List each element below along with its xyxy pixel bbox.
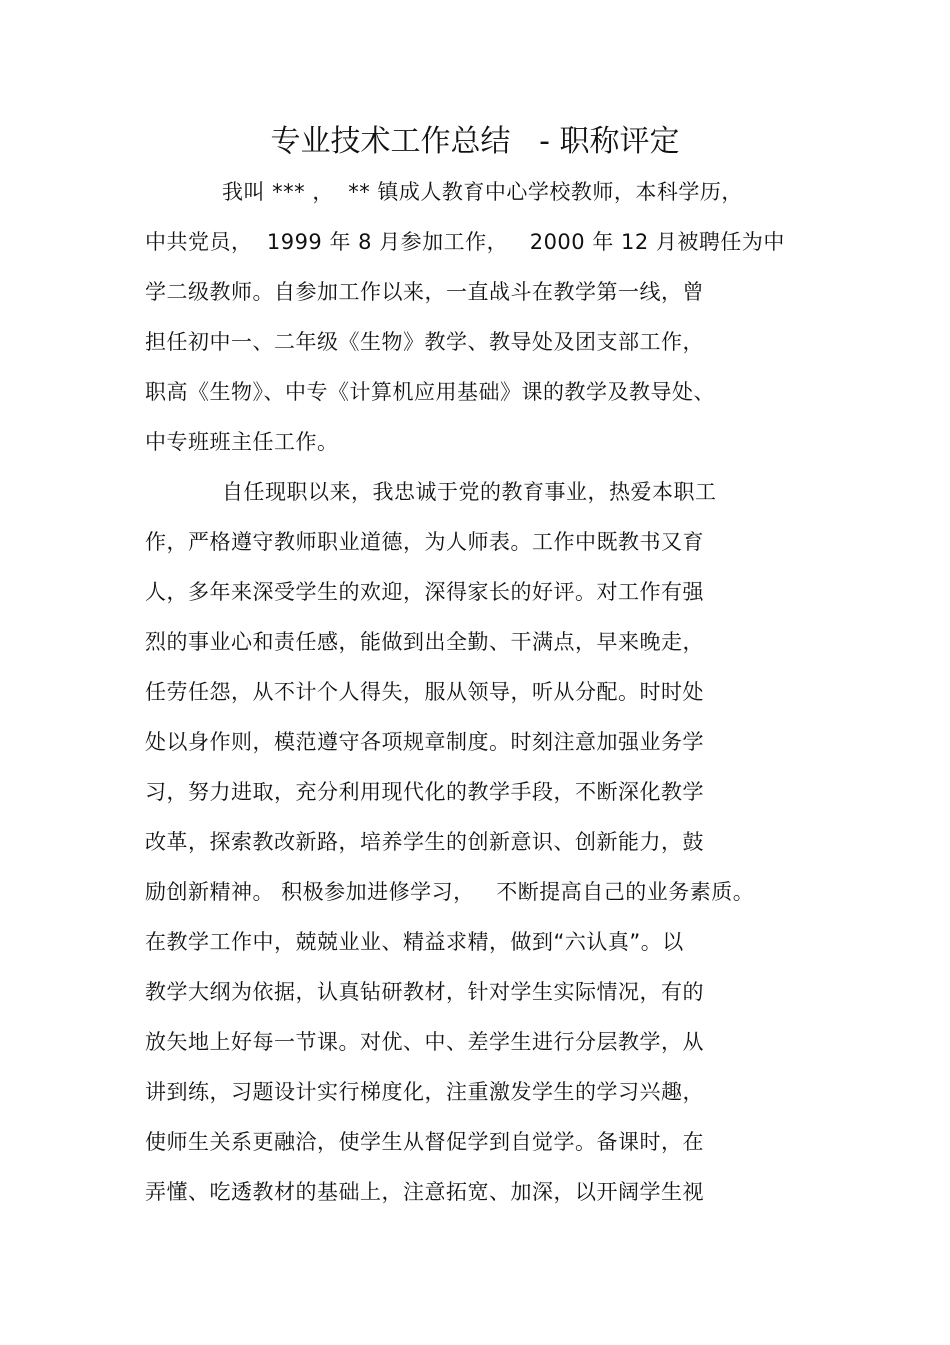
paragraph-2-line-6: 处以身作则，模范遵守各项规章制度。时刻注意加强业务学 (145, 730, 704, 754)
paragraph-1-line-5: 职高《生物》、中专《计算机应用基础》课的教学及教导处、 (145, 380, 715, 404)
paragraph-2-line-10: 在教学工作中，兢兢业业、精益求精，做到“六认真”。以 (145, 930, 684, 954)
paragraph-1-line-2: 中共党员， 1999 年 8 月参加工作， 2000 年 12 月被聘任为中 (145, 230, 785, 254)
paragraph-2-line-13: 讲到练，习题设计实行梯度化，注重激发学生的学习兴趣， (145, 1080, 704, 1104)
paragraph-1-line-1: 我叫 *** ， ** 镇成人教育中心学校教师，本科学历， (222, 180, 743, 204)
paragraph-1-line-3: 学二级教师。自参加工作以来，一直战斗在教学第一线，曾 (145, 280, 704, 304)
paragraph-2-line-5: 任劳任怨，从不计个人得失，服从领导，听从分配。时时处 (145, 680, 704, 704)
paragraph-2-line-11: 教学大纲为依据，认真钻研教材，针对学生实际情况，有的 (145, 980, 704, 1004)
paragraph-1-line-6: 中专班班主任工作。 (145, 430, 339, 454)
paragraph-2-line-4: 烈的事业心和责任感，能做到出全勤、干满点，早来晚走， (145, 630, 704, 654)
paragraph-2-line-8: 改革，探索教改新路，培养学生的创新意识、创新能力，鼓 (145, 830, 704, 854)
paragraph-2-line-7: 习，努力进取，充分利用现代化的教学手段，不断深化教学 (145, 780, 704, 804)
paragraph-2-line-1: 自任现职以来，我忠诚于党的教育事业，热爱本职工 (222, 480, 717, 504)
paragraph-1-line-4: 担任初中一、二年级《生物》教学、教导处及团支部工作， (145, 330, 704, 354)
paragraph-2-line-15: 弄懂、吃透教材的基础上，注意拓宽、加深，以开阔学生视 (145, 1180, 704, 1204)
paragraph-2-line-3: 人，多年来深受学生的欢迎，深得家长的好评。对工作有强 (145, 580, 704, 604)
paragraph-2-line-2: 作，严格遵守教师职业道德，为人师表。工作中既教书又育 (145, 530, 704, 554)
document-title: 专业技术工作总结 - 职称评定 (270, 124, 680, 159)
paragraph-2-line-12: 放矢地上好每一节课。对优、中、差学生进行分层教学，从 (145, 1030, 704, 1054)
paragraph-2-line-9: 励创新精神。 积极参加进修学习， 不断提高自己的业务素质。 (145, 880, 755, 904)
paragraph-2-line-14: 使师生关系更融洽，使学生从督促学到自觉学。备课时，在 (145, 1130, 704, 1154)
